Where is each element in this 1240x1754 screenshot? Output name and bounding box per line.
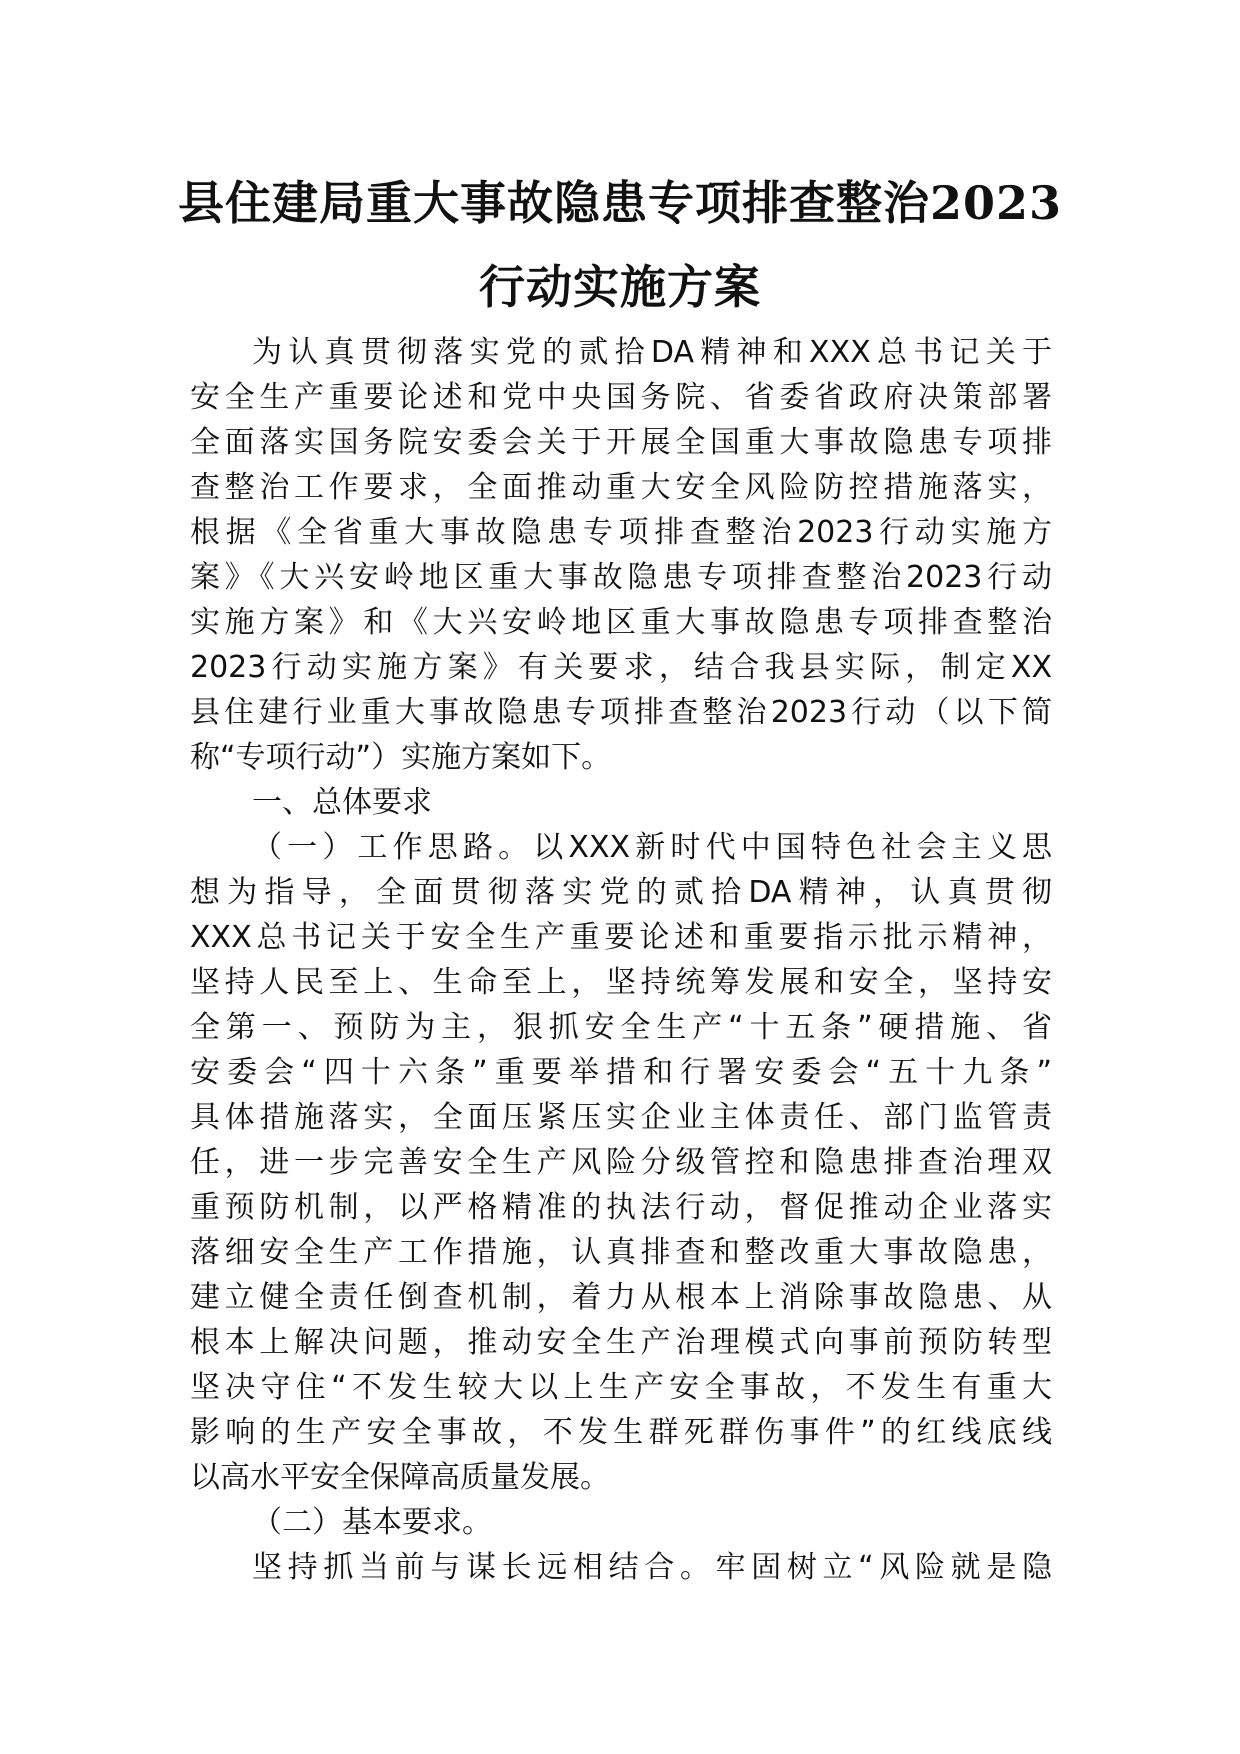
body-line: 根据《全省重大事故隐患专项排查整治2023行动实施方 — [190, 515, 1052, 550]
body-line: 为认真贯彻落实党的贰拾DA精神和XXX总书记关于 — [252, 335, 1052, 370]
body-line: 案》《大兴安岭地区重大事故隐患专项排查整治2023行动 — [190, 560, 1052, 595]
body-line: 2023行动实施方案》有关要求，结合我县实际，制定XX — [190, 650, 1052, 685]
subsection-heading: （二）基本要求。 — [252, 1505, 492, 1540]
body-line: 具体措施落实，全面压紧压实企业主体责任、部门监管责 — [190, 1100, 1052, 1135]
body-line: 全第一、预防为主，狠抓安全生产“十五条”硬措施、省 — [190, 1010, 1052, 1045]
body-line: 根本上解决问题，推动安全生产治理模式向事前预防转型 — [190, 1325, 1052, 1360]
body-line: 坚持抓当前与谋长远相结合。牢固树立“风险就是隐 — [252, 1550, 1052, 1585]
body-line: 想为指导，全面贯彻落实党的贰拾DA精神，认真贯彻 — [190, 875, 1052, 910]
body-line: 安全生产重要论述和党中央国务院、省委省政府决策部署 — [190, 380, 1052, 415]
body-line: 全面落实国务院安委会关于开展全国重大事故隐患专项排 — [190, 425, 1052, 460]
body-line: XXX总书记关于安全生产重要论述和重要指示批示精神， — [190, 920, 1052, 955]
body-line: 县住建行业重大事故隐患专项排查整治2023行动（以下简 — [190, 695, 1052, 730]
document-body — [190, 330, 1052, 1590]
body-line: 任，进一步完善安全生产风险分级管控和隐患排查治理双 — [190, 1145, 1052, 1180]
body-line: （一）工作思路。以XXX新时代中国特色社会主义思 — [252, 830, 1052, 865]
document-title-line-1: 县住建局重大事故隐患专项排查整治2023 — [177, 176, 1063, 230]
document-title-line-2: 行动实施方案 — [479, 260, 761, 314]
body-line: 称“专项行动”）实施方案如下。 — [190, 740, 612, 775]
body-line: 查整治工作要求，全面推动重大安全风险防控措施落实， — [190, 470, 1052, 505]
body-line: 坚决守住“不发生较大以上生产安全事故，不发生有重大 — [190, 1370, 1052, 1405]
body-line: 安委会“四十六条”重要举措和行署安委会“五十九条” — [190, 1055, 1052, 1090]
body-line: 实施方案》和《大兴安岭地区重大事故隐患专项排查整治 — [190, 605, 1052, 640]
body-line: 建立健全责任倒查机制，着力从根本上消除事故隐患、从 — [190, 1280, 1052, 1315]
body-line: 影响的生产安全事故，不发生群死群伤事件”的红线底线 — [190, 1415, 1052, 1450]
body-line: 坚持人民至上、生命至上，坚持统筹发展和安全，坚持安 — [190, 965, 1052, 1000]
body-line: 落细安全生产工作措施，认真排查和整改重大事故隐患， — [190, 1235, 1052, 1270]
body-line: 以高水平安全保障高质量发展。 — [190, 1460, 610, 1495]
body-line: 重预防机制，以严格精准的执法行动，督促推动企业落实 — [190, 1190, 1052, 1225]
section-heading: 一、总体要求 — [252, 785, 432, 820]
